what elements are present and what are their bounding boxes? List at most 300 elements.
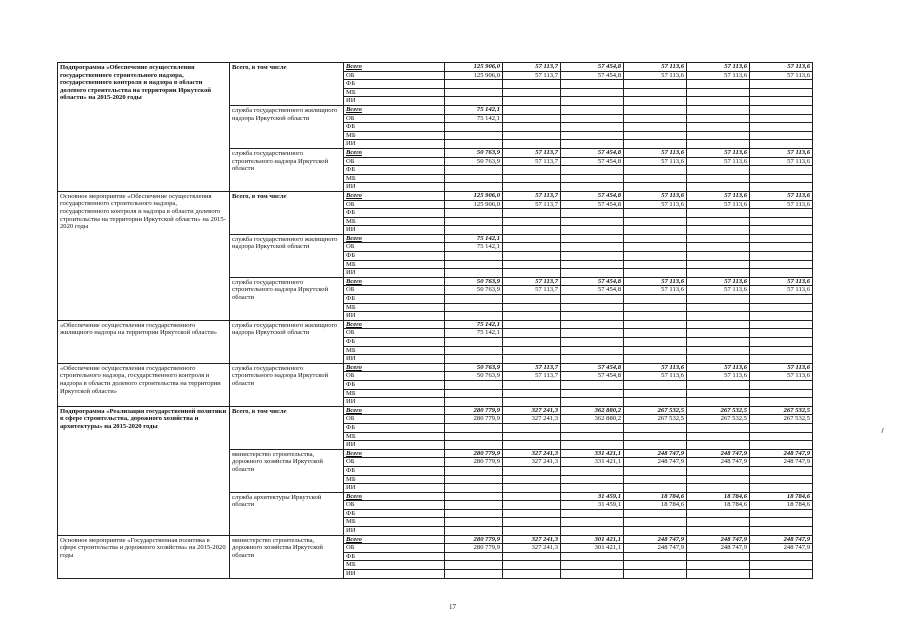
amount-cell <box>445 269 503 278</box>
amount-cell <box>445 131 503 140</box>
amount-cell: 280 779,9 <box>445 458 503 467</box>
amount-cell <box>687 380 750 389</box>
amount-cell <box>561 475 624 484</box>
funding-source-cell: Всего <box>344 449 445 458</box>
amount-cell <box>687 484 750 493</box>
amount-cell: 18 784,6 <box>687 492 750 501</box>
amount-cell: 57 113,6 <box>750 157 813 166</box>
amount-cell <box>750 320 813 329</box>
funding-source-cell: ИИ <box>344 441 445 450</box>
amount-cell <box>624 518 687 527</box>
amount-cell <box>503 527 561 536</box>
amount-cell <box>750 183 813 192</box>
amount-cell <box>750 166 813 175</box>
amount-cell: 57 113,6 <box>624 286 687 295</box>
amount-cell <box>445 492 503 501</box>
amount-cell <box>503 475 561 484</box>
amount-cell <box>503 518 561 527</box>
amount-cell: 57 454,8 <box>561 200 624 209</box>
amount-cell: 327 241,3 <box>503 535 561 544</box>
amount-cell: 57 454,8 <box>561 363 624 372</box>
amount-cell <box>445 527 503 536</box>
amount-cell <box>561 209 624 218</box>
amount-cell <box>503 432 561 441</box>
amount-cell <box>503 97 561 106</box>
amount-cell <box>503 338 561 347</box>
funding-source-cell: ОБ <box>344 243 445 252</box>
amount-cell <box>624 312 687 321</box>
amount-cell: 75 142,1 <box>445 105 503 114</box>
amount-cell: 280 779,9 <box>445 544 503 553</box>
amount-cell: 57 113,6 <box>624 277 687 286</box>
executor-cell: Всего, в том числе <box>230 63 344 106</box>
amount-cell <box>750 518 813 527</box>
funding-source-cell: ФБ <box>344 295 445 304</box>
amount-cell <box>750 484 813 493</box>
amount-cell <box>445 123 503 132</box>
amount-cell <box>624 234 687 243</box>
funding-source-cell: МБ <box>344 561 445 570</box>
funding-source-cell: МБ <box>344 303 445 312</box>
amount-cell <box>687 217 750 226</box>
amount-cell <box>503 252 561 261</box>
amount-cell: 248 747,9 <box>750 535 813 544</box>
amount-cell: 31 459,1 <box>561 492 624 501</box>
funding-source-cell: ФБ <box>344 123 445 132</box>
amount-cell <box>624 80 687 89</box>
amount-cell: 57 113,7 <box>503 148 561 157</box>
amount-cell: 57 113,6 <box>687 277 750 286</box>
amount-cell: 248 747,9 <box>624 535 687 544</box>
amount-cell <box>750 527 813 536</box>
amount-cell <box>624 226 687 235</box>
funding-source-cell: Всего <box>344 535 445 544</box>
amount-cell: 57 454,8 <box>561 191 624 200</box>
executor-cell: служба государственного жилищного надзора Иркутской области <box>230 105 344 148</box>
amount-cell: 57 113,6 <box>687 372 750 381</box>
amount-cell: 57 113,7 <box>503 277 561 286</box>
funding-source-cell: ОБ <box>344 114 445 123</box>
amount-cell: 267 532,5 <box>750 415 813 424</box>
amount-cell <box>503 114 561 123</box>
amount-cell <box>445 295 503 304</box>
amount-cell: 57 113,6 <box>624 363 687 372</box>
amount-cell: 327 241,3 <box>503 458 561 467</box>
amount-cell <box>445 209 503 218</box>
amount-cell <box>750 423 813 432</box>
amount-cell <box>561 243 624 252</box>
amount-cell <box>750 329 813 338</box>
amount-cell <box>561 423 624 432</box>
funding-source-cell: Всего <box>344 234 445 243</box>
funding-source-cell: ИИ <box>344 269 445 278</box>
budget-table <box>57 62 813 579</box>
amount-cell <box>750 80 813 89</box>
amount-cell: 280 779,9 <box>445 449 503 458</box>
amount-cell <box>687 423 750 432</box>
amount-cell <box>561 320 624 329</box>
program-name-cell: Подпрограмма «Реализация государственной политики в сфере строительства, дорожного хозяйства и архитектуры» на 2015-2020 годы <box>58 406 230 535</box>
funding-source-cell: Всего <box>344 320 445 329</box>
amount-cell <box>750 432 813 441</box>
amount-cell <box>750 174 813 183</box>
amount-cell <box>750 217 813 226</box>
amount-cell <box>624 552 687 561</box>
amount-cell: 248 747,9 <box>750 449 813 458</box>
amount-cell <box>445 518 503 527</box>
amount-cell <box>561 123 624 132</box>
amount-cell <box>503 183 561 192</box>
amount-cell <box>750 570 813 579</box>
funding-source-cell: ФБ <box>344 252 445 261</box>
amount-cell: 327 241,3 <box>503 449 561 458</box>
amount-cell: 248 747,9 <box>687 544 750 553</box>
amount-cell <box>445 380 503 389</box>
funding-source-cell: МБ <box>344 346 445 355</box>
funding-source-cell: Всего <box>344 105 445 114</box>
amount-cell <box>687 432 750 441</box>
amount-cell: 57 113,6 <box>750 277 813 286</box>
amount-cell: 57 113,7 <box>503 372 561 381</box>
amount-cell <box>624 269 687 278</box>
amount-cell: 18 784,6 <box>624 501 687 510</box>
amount-cell <box>445 509 503 518</box>
amount-cell <box>503 209 561 218</box>
amount-cell: 57 113,7 <box>503 71 561 80</box>
amount-cell: 57 113,6 <box>750 71 813 80</box>
amount-cell <box>503 174 561 183</box>
amount-cell: 57 454,8 <box>561 286 624 295</box>
table-row <box>58 535 813 544</box>
amount-cell: 362 880,2 <box>561 406 624 415</box>
amount-cell <box>561 518 624 527</box>
amount-cell <box>750 346 813 355</box>
amount-cell: 57 113,7 <box>503 63 561 72</box>
amount-cell: 248 747,9 <box>687 535 750 544</box>
amount-cell <box>687 312 750 321</box>
amount-cell: 57 113,7 <box>503 363 561 372</box>
program-name-cell: Подпрограмма «Обеспечение осуществления государственного строительного надзора, государственного контроля и надзора в области долевого строительства на территории Иркутской области» на 2015-2020 годы <box>58 63 230 192</box>
amount-cell <box>445 303 503 312</box>
funding-source-cell: МБ <box>344 217 445 226</box>
amount-cell: 280 779,9 <box>445 406 503 415</box>
amount-cell: 57 113,7 <box>503 286 561 295</box>
funding-source-cell: ИИ <box>344 97 445 106</box>
amount-cell <box>445 80 503 89</box>
amount-cell: 57 113,7 <box>503 200 561 209</box>
program-name-cell: Основное мероприятие «Государственная политика в сфере строительства и дорожного хозяйства» на 2015-2020 годы <box>58 535 230 578</box>
amount-cell: 57 454,8 <box>561 71 624 80</box>
amount-cell: 50 763,9 <box>445 372 503 381</box>
amount-cell <box>561 303 624 312</box>
amount-cell <box>561 484 624 493</box>
amount-cell: 267 532,5 <box>687 415 750 424</box>
amount-cell: 57 454,8 <box>561 148 624 157</box>
amount-cell <box>687 355 750 364</box>
amount-cell <box>561 355 624 364</box>
amount-cell <box>624 243 687 252</box>
amount-cell: 75 142,1 <box>445 243 503 252</box>
amount-cell <box>561 166 624 175</box>
amount-cell <box>624 88 687 97</box>
amount-cell <box>561 346 624 355</box>
executor-cell: Всего, в том числе <box>230 406 344 449</box>
amount-cell <box>687 475 750 484</box>
amount-cell <box>750 243 813 252</box>
amount-cell: 57 113,6 <box>624 148 687 157</box>
amount-cell <box>445 423 503 432</box>
amount-cell <box>503 492 561 501</box>
amount-cell <box>503 320 561 329</box>
amount-cell <box>624 346 687 355</box>
amount-cell <box>503 131 561 140</box>
funding-source-cell: Всего <box>344 363 445 372</box>
amount-cell <box>561 329 624 338</box>
amount-cell <box>687 174 750 183</box>
amount-cell <box>750 552 813 561</box>
amount-cell: 362 880,2 <box>561 415 624 424</box>
amount-cell <box>750 260 813 269</box>
amount-cell <box>624 355 687 364</box>
funding-source-cell: Всего <box>344 277 445 286</box>
funding-source-cell: ОБ <box>344 157 445 166</box>
amount-cell <box>624 527 687 536</box>
amount-cell: 50 763,9 <box>445 157 503 166</box>
amount-cell <box>445 552 503 561</box>
amount-cell: 18 784,6 <box>750 501 813 510</box>
amount-cell <box>687 166 750 175</box>
amount-cell: 327 241,3 <box>503 544 561 553</box>
amount-cell <box>750 355 813 364</box>
amount-cell <box>561 269 624 278</box>
amount-cell <box>445 484 503 493</box>
amount-cell <box>503 346 561 355</box>
amount-cell <box>750 380 813 389</box>
amount-cell <box>624 252 687 261</box>
table-row <box>58 406 813 415</box>
amount-cell: 57 113,6 <box>624 157 687 166</box>
amount-cell <box>624 320 687 329</box>
amount-cell <box>561 295 624 304</box>
amount-cell <box>503 329 561 338</box>
executor-cell: служба архитектуры Иркутской области <box>230 492 344 535</box>
amount-cell: 57 113,6 <box>624 372 687 381</box>
amount-cell <box>503 484 561 493</box>
amount-cell <box>503 501 561 510</box>
amount-cell <box>561 260 624 269</box>
amount-cell: 57 113,6 <box>750 200 813 209</box>
amount-cell <box>687 269 750 278</box>
amount-cell <box>624 570 687 579</box>
amount-cell <box>624 303 687 312</box>
amount-cell: 125 906,0 <box>445 63 503 72</box>
amount-cell: 57 113,6 <box>687 200 750 209</box>
amount-cell <box>561 570 624 579</box>
amount-cell <box>750 466 813 475</box>
amount-cell <box>624 166 687 175</box>
executor-cell: Всего, в том числе <box>230 191 344 234</box>
funding-source-cell: Всего <box>344 406 445 415</box>
funding-source-cell: ИИ <box>344 312 445 321</box>
amount-cell <box>687 260 750 269</box>
amount-cell: 18 784,6 <box>624 492 687 501</box>
funding-source-cell: ОБ <box>344 71 445 80</box>
funding-source-cell: ИИ <box>344 527 445 536</box>
amount-cell <box>750 140 813 149</box>
amount-cell <box>687 234 750 243</box>
amount-cell: 57 113,7 <box>503 191 561 200</box>
amount-cell: 57 113,6 <box>624 71 687 80</box>
amount-cell <box>624 131 687 140</box>
amount-cell: 57 113,6 <box>687 148 750 157</box>
funding-source-cell: ФБ <box>344 166 445 175</box>
amount-cell: 327 241,3 <box>503 415 561 424</box>
amount-cell: 331 421,1 <box>561 458 624 467</box>
amount-cell: 301 421,1 <box>561 535 624 544</box>
amount-cell <box>561 234 624 243</box>
amount-cell: 50 763,9 <box>445 363 503 372</box>
amount-cell <box>624 466 687 475</box>
margin-mark <box>881 428 884 433</box>
amount-cell <box>503 561 561 570</box>
amount-cell <box>445 174 503 183</box>
amount-cell <box>445 260 503 269</box>
amount-cell <box>750 398 813 407</box>
funding-source-cell: ОБ <box>344 329 445 338</box>
amount-cell <box>445 88 503 97</box>
amount-cell <box>687 518 750 527</box>
amount-cell <box>503 269 561 278</box>
amount-cell <box>503 466 561 475</box>
amount-cell <box>503 570 561 579</box>
amount-cell <box>750 338 813 347</box>
funding-source-cell: ОБ <box>344 415 445 424</box>
amount-cell <box>687 88 750 97</box>
amount-cell: 57 113,6 <box>624 200 687 209</box>
funding-source-cell: ИИ <box>344 355 445 364</box>
amount-cell <box>687 105 750 114</box>
amount-cell <box>750 509 813 518</box>
program-name-cell: «Обеспечение осуществления государственного жилищного надзора на территории Иркутской области» <box>58 320 230 363</box>
funding-source-cell: ФБ <box>344 423 445 432</box>
amount-cell <box>503 105 561 114</box>
amount-cell: 75 142,1 <box>445 329 503 338</box>
funding-source-cell: МБ <box>344 518 445 527</box>
amount-cell: 50 763,9 <box>445 277 503 286</box>
amount-cell <box>750 209 813 218</box>
amount-cell <box>561 80 624 89</box>
amount-cell <box>624 183 687 192</box>
amount-cell: 125 906,0 <box>445 71 503 80</box>
amount-cell <box>750 88 813 97</box>
amount-cell: 50 763,9 <box>445 286 503 295</box>
amount-cell <box>445 561 503 570</box>
amount-cell <box>503 88 561 97</box>
amount-cell: 301 421,1 <box>561 544 624 553</box>
amount-cell <box>503 312 561 321</box>
amount-cell: 327 241,3 <box>503 406 561 415</box>
amount-cell <box>503 234 561 243</box>
amount-cell <box>445 355 503 364</box>
amount-cell <box>687 243 750 252</box>
executor-cell: министерство строительства, дорожного хозяйства Иркутской области <box>230 535 344 578</box>
amount-cell <box>750 131 813 140</box>
amount-cell: 125 906,0 <box>445 191 503 200</box>
table-row <box>58 363 813 372</box>
amount-cell <box>561 183 624 192</box>
amount-cell <box>750 269 813 278</box>
funding-source-cell: ФБ <box>344 552 445 561</box>
amount-cell <box>561 88 624 97</box>
amount-cell: 31 459,1 <box>561 501 624 510</box>
amount-cell <box>624 398 687 407</box>
amount-cell <box>687 303 750 312</box>
program-name-cell: «Обеспечение осуществления государственного строительного надзора, государственного контроля и надзора в области долевого строительства на территории Иркутской области» <box>58 363 230 406</box>
amount-cell: 125 906,0 <box>445 200 503 209</box>
funding-source-cell: МБ <box>344 389 445 398</box>
funding-source-cell: ИИ <box>344 140 445 149</box>
funding-source-cell: ФБ <box>344 380 445 389</box>
amount-cell <box>687 140 750 149</box>
amount-cell <box>687 252 750 261</box>
amount-cell <box>687 114 750 123</box>
amount-cell: 57 113,6 <box>624 191 687 200</box>
amount-cell <box>624 561 687 570</box>
funding-source-cell: ИИ <box>344 484 445 493</box>
amount-cell <box>503 140 561 149</box>
amount-cell <box>750 312 813 321</box>
amount-cell <box>687 338 750 347</box>
amount-cell: 57 454,8 <box>561 372 624 381</box>
funding-source-cell: МБ <box>344 131 445 140</box>
amount-cell <box>561 217 624 226</box>
amount-cell <box>750 97 813 106</box>
funding-source-cell: Всего <box>344 492 445 501</box>
amount-cell: 18 784,6 <box>750 492 813 501</box>
amount-cell: 57 454,8 <box>561 277 624 286</box>
amount-cell <box>445 475 503 484</box>
amount-cell <box>750 226 813 235</box>
amount-cell: 267 532,5 <box>624 415 687 424</box>
amount-cell <box>687 226 750 235</box>
amount-cell <box>503 295 561 304</box>
amount-cell <box>503 389 561 398</box>
executor-cell: служба государственного жилищного надзора Иркутской области <box>230 320 344 363</box>
amount-cell: 75 142,1 <box>445 114 503 123</box>
amount-cell <box>561 114 624 123</box>
funding-source-cell: Всего <box>344 191 445 200</box>
executor-cell: служба государственного жилищного надзора Иркутской области <box>230 234 344 277</box>
funding-source-cell: МБ <box>344 475 445 484</box>
funding-source-cell: ОБ <box>344 286 445 295</box>
funding-source-cell: ИИ <box>344 398 445 407</box>
amount-cell: 267 532,5 <box>750 406 813 415</box>
budget-table-body <box>58 63 813 579</box>
amount-cell <box>503 398 561 407</box>
amount-cell <box>624 432 687 441</box>
amount-cell <box>687 441 750 450</box>
amount-cell <box>687 570 750 579</box>
amount-cell: 57 113,6 <box>687 157 750 166</box>
amount-cell <box>687 561 750 570</box>
amount-cell <box>750 105 813 114</box>
amount-cell <box>561 131 624 140</box>
amount-cell <box>561 441 624 450</box>
amount-cell <box>445 441 503 450</box>
amount-cell: 57 454,8 <box>561 63 624 72</box>
amount-cell <box>687 123 750 132</box>
amount-cell <box>561 466 624 475</box>
